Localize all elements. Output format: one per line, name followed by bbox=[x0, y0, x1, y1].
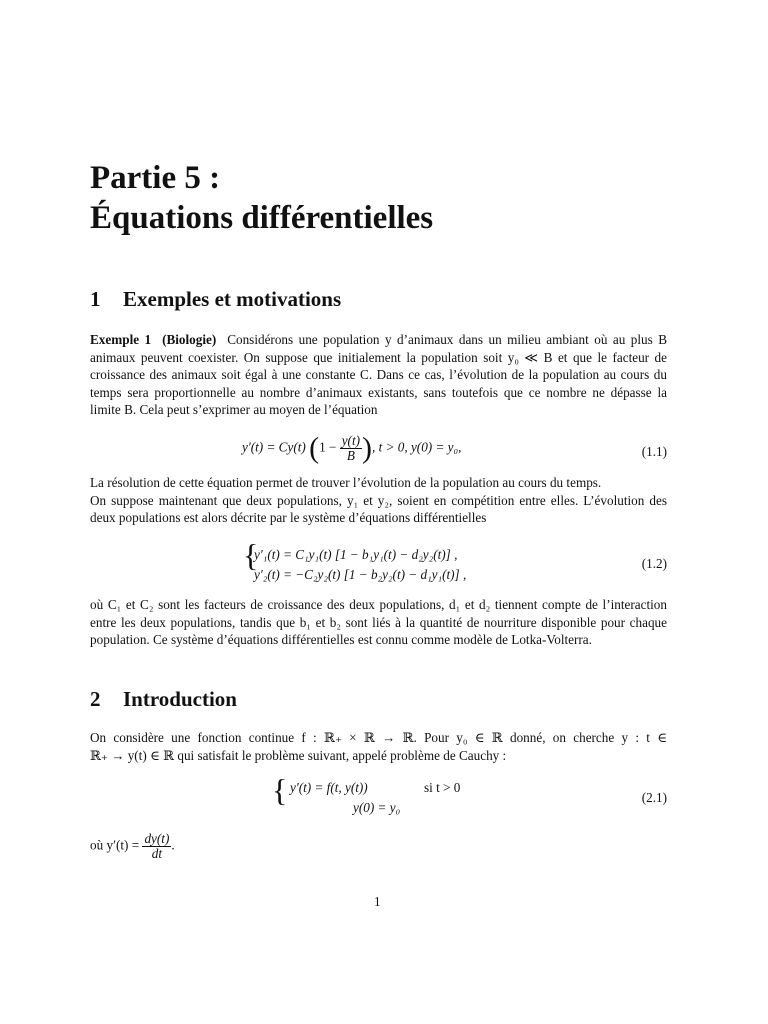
paragraph-line: On considère une fonction continue f : ℝ₊ × ℝ → ℝ. Pour y₀ ∈ ℝ donné, on cherche y : t ∈ bbox=[90, 730, 667, 745]
section-number: 1 bbox=[90, 287, 101, 311]
paragraph-line: entre les deux populations, tandis que b₁ et b₂ sont liés à la quantité de nourriture disponible pour chaque bbox=[90, 614, 667, 630]
derivative-definition bbox=[90, 832, 175, 861]
definition-suffix: . bbox=[171, 837, 175, 853]
paragraph-line: temps sera proportionnelle au nombre d’animaux existants, sans toutefois que ce nombre ne dépasse la bbox=[90, 384, 667, 400]
equation-lhs: y′(t) = Cy(t) bbox=[242, 439, 306, 455]
left-paren: ( bbox=[309, 431, 320, 465]
example-label: Exemple 1 bbox=[90, 332, 152, 347]
fraction bbox=[142, 832, 171, 861]
fraction-denominator: dt bbox=[151, 846, 163, 861]
section-title: Introduction bbox=[123, 687, 237, 711]
equation-number: (1.2) bbox=[641, 556, 667, 571]
paragraph-3 bbox=[90, 596, 667, 649]
section-number: 2 bbox=[90, 687, 101, 711]
fraction-numerator: dy(t) bbox=[144, 831, 170, 846]
paragraph-line: ℝ₊ → y(t) ∈ ℝ qui satisfait le problème suivant, appelé problème de Cauchy : bbox=[90, 747, 507, 763]
left-brace: { bbox=[272, 772, 288, 808]
paragraph-line: On suppose maintenant que deux populations, y₁ et y₂, soient en compétition entre elles. L’évolution des bbox=[90, 492, 667, 508]
equation-1-1 bbox=[242, 431, 462, 465]
paragraph-line: La résolution de cette équation permet de trouver l’évolution de la population au cours du temps. bbox=[90, 475, 602, 490]
paragraph-4 bbox=[90, 729, 667, 764]
equation-1-2-row-1: y′₁(t) = C₁y₁(t) [1 − b₁y₁(t) − d₂y₂(t)] , bbox=[254, 547, 458, 562]
one-minus: 1 − bbox=[319, 439, 337, 455]
paragraph-line: où C₁ et C₂ sont les facteurs de croissance des deux populations, d₁ et d₂ tiennent compte de l’interaction bbox=[90, 597, 667, 612]
paragraph-line bbox=[90, 331, 667, 349]
part-heading bbox=[90, 158, 433, 238]
left-brace: { bbox=[243, 537, 259, 573]
fraction bbox=[340, 434, 362, 463]
right-paren: ) bbox=[362, 431, 373, 465]
section-1-heading bbox=[90, 286, 341, 312]
equation-1-2-row-2: y′₂(t) = −C₂y₂(t) [1 − b₂y₂(t) − d₁y₁(t)] , bbox=[254, 567, 467, 582]
equation-rest: , t > 0, y(0) = y₀, bbox=[372, 439, 462, 455]
paragraph-line: limite B. Cela peut s’exprimer au moyen de l’équation bbox=[90, 402, 378, 418]
section-title: Exemples et motivations bbox=[123, 287, 342, 311]
definition-prefix: où y′(t) = bbox=[90, 837, 140, 853]
example-tag: (Biologie) bbox=[162, 332, 217, 347]
page-number: 1 bbox=[374, 894, 381, 909]
fraction-denominator: B bbox=[346, 448, 355, 463]
paragraph-2 bbox=[90, 474, 667, 527]
fraction-numerator: y(t) bbox=[341, 433, 361, 448]
equation-2-1-row-2: y(0) = y₀ bbox=[353, 800, 401, 815]
line-text: Considérons une population y d’animaux dans un milieu ambiant où au plus B bbox=[227, 332, 668, 347]
section-2-heading bbox=[90, 686, 237, 712]
part-number: Partie 5 : bbox=[90, 160, 221, 196]
paragraph-line: croissance des animaux soit égal à une constante C. Dans ce cas, l’évolution de la population au cours du bbox=[90, 367, 667, 383]
equation-number: (1.1) bbox=[641, 444, 667, 459]
equation-number: (2.1) bbox=[641, 790, 667, 805]
paragraph-line: deux populations est alors décrite par le système d’équations différentielles bbox=[90, 510, 487, 526]
example-1-paragraph bbox=[90, 331, 667, 419]
paragraph-line: population. Ce système d’équations différentielles est connu comme modèle de Lotka-Volterra. bbox=[90, 632, 592, 648]
equation-2-1-condition: si t > 0 bbox=[424, 780, 461, 795]
paragraph-line: animaux peuvent coexister. On suppose que initialement la population soit y₀ ≪ B et que le facteur de bbox=[90, 349, 667, 365]
equation-2-1-row-1: y′(t) = f(t, y(t)) bbox=[290, 780, 368, 795]
part-title: Équations différentielles bbox=[90, 200, 434, 236]
